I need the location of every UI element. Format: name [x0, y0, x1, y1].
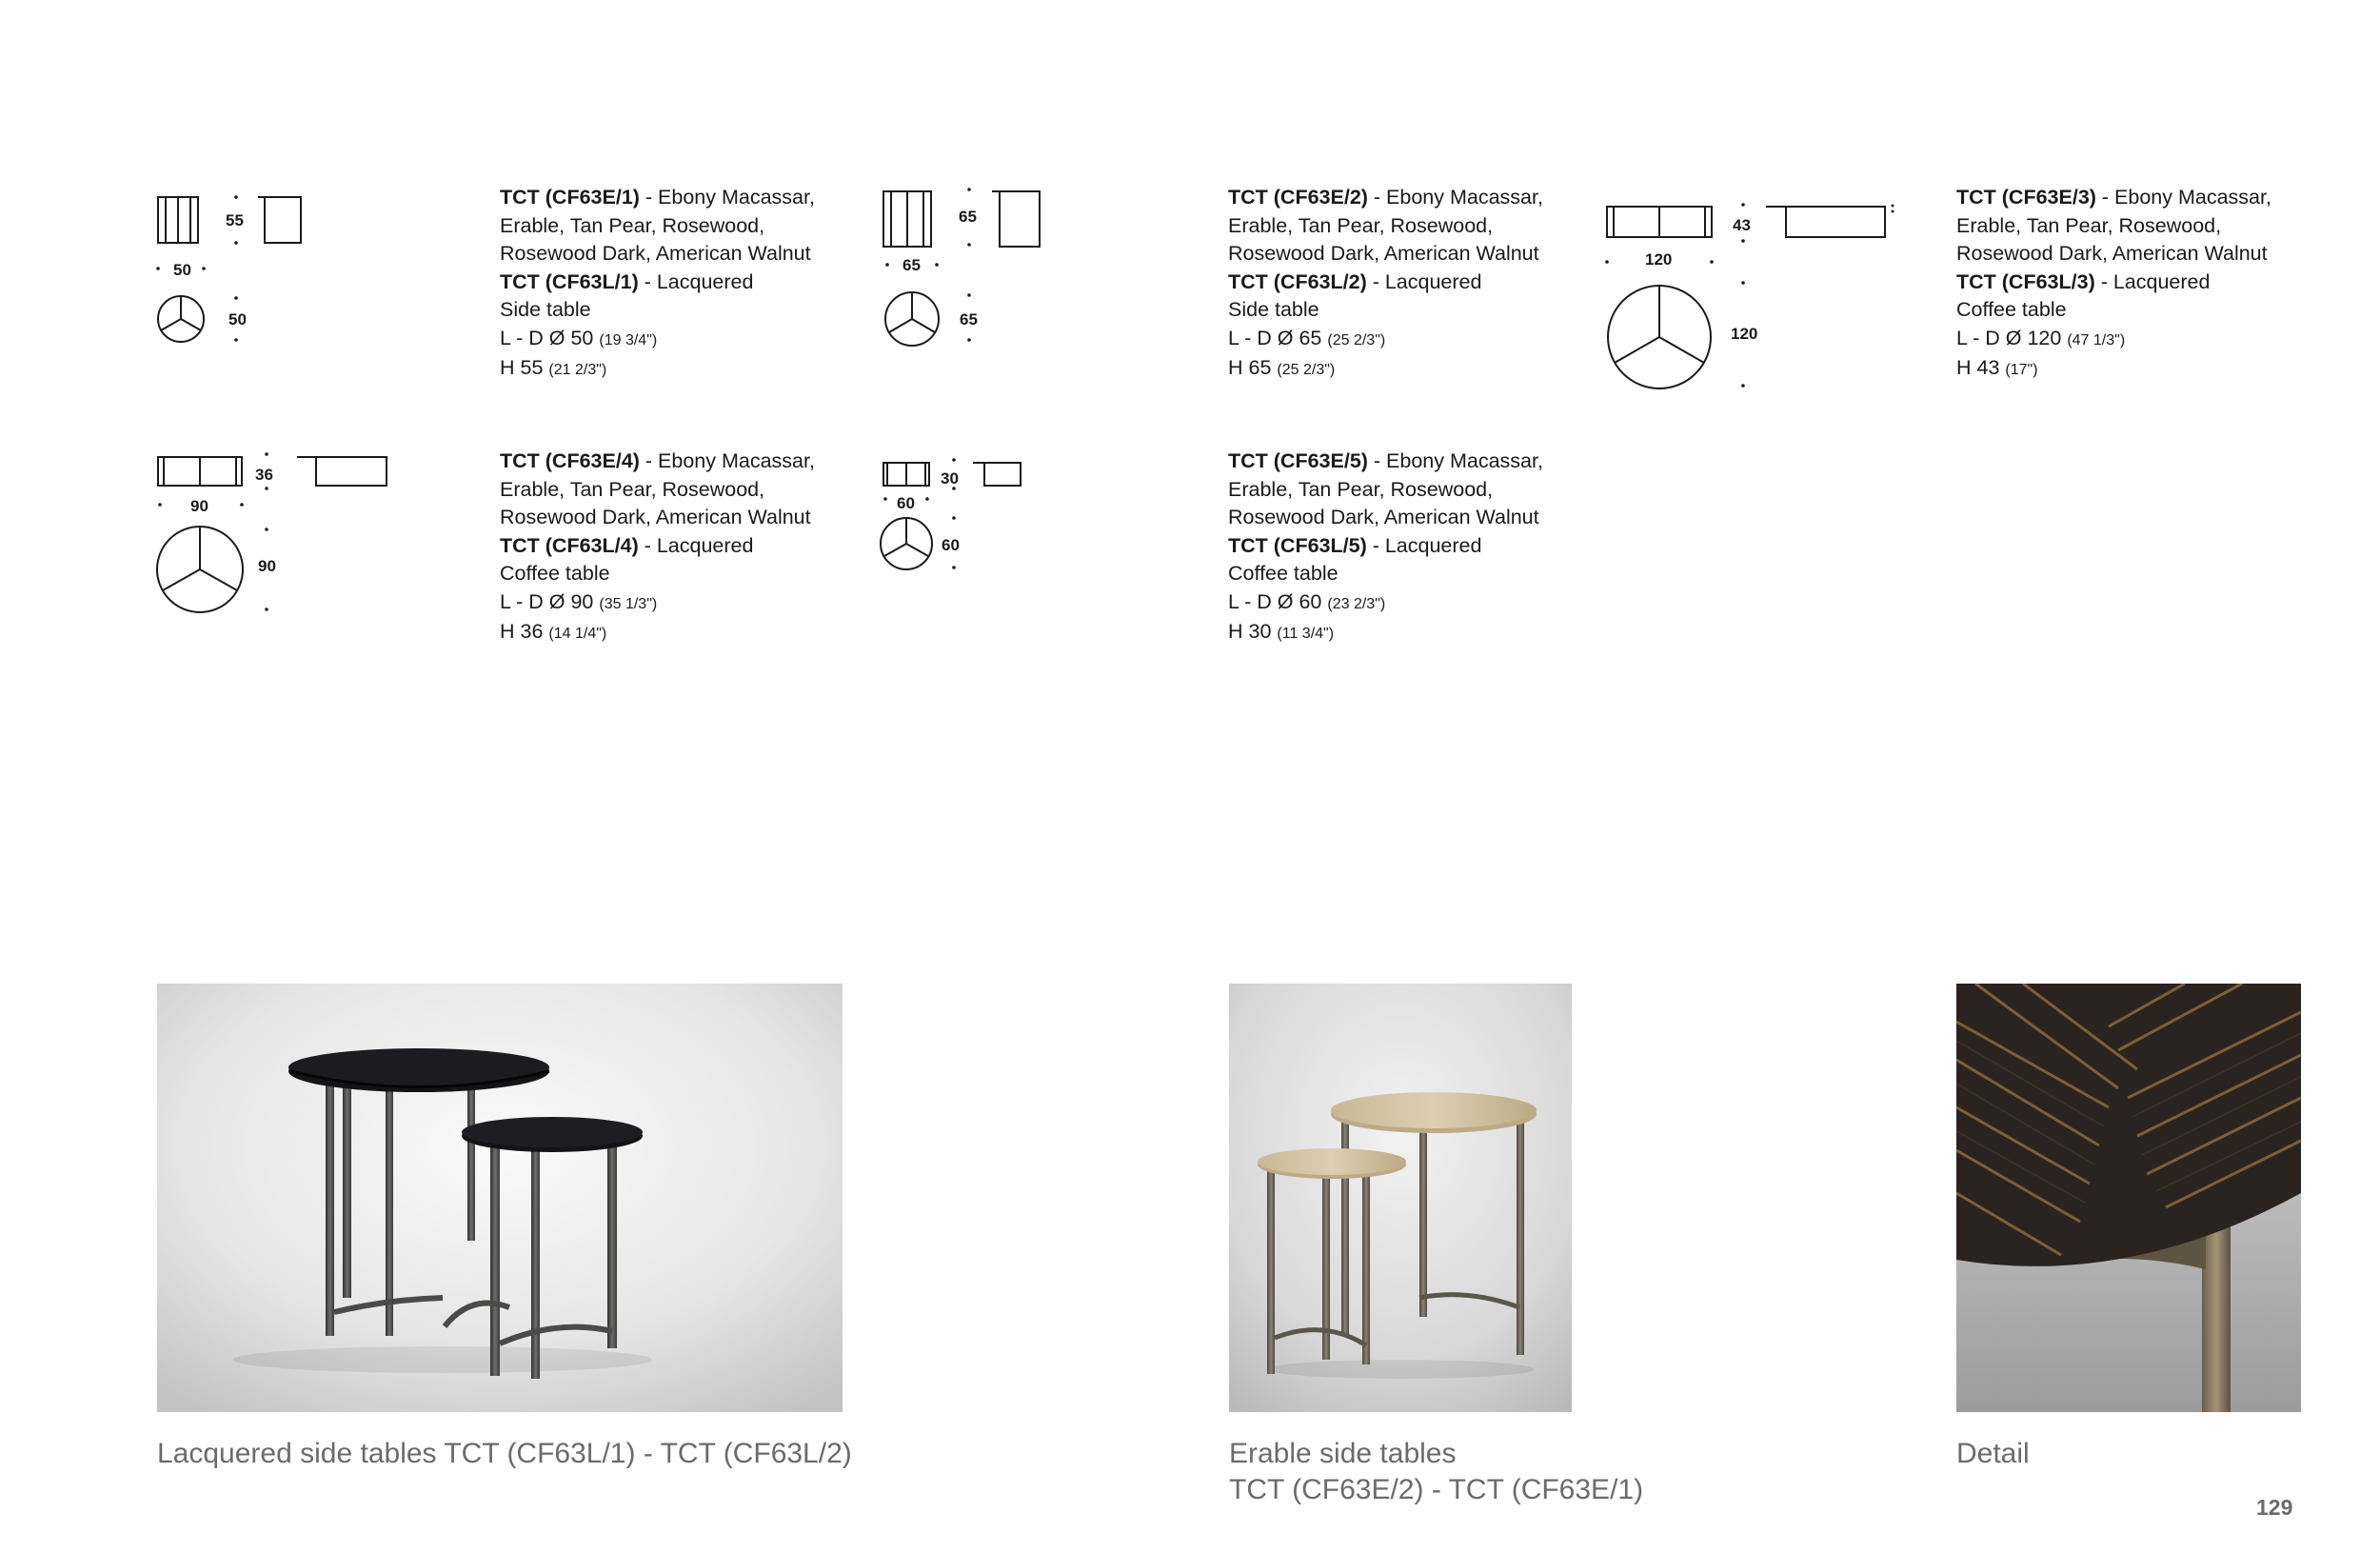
- diagram-tct-1: [152, 186, 324, 357]
- spec-code-lacquer: TCT (CF63L/2): [1228, 269, 1367, 293]
- diagram-width-label: 60: [897, 494, 915, 512]
- spec-finish: - Ebony Macassar,: [639, 449, 815, 472]
- spec-type: Side table: [500, 298, 591, 321]
- spec-finish: Erable, Tan Pear, Rosewood,: [500, 477, 765, 501]
- spec-tct-3: [1956, 184, 2318, 385]
- diagram-height-label: 36: [255, 466, 273, 484]
- diagram-height-label: 65: [959, 208, 977, 226]
- caption-detail: Detail: [1956, 1438, 2030, 1469]
- spec-diameter-inches: (35 1/3"): [599, 595, 658, 612]
- diagram-height-label: 43: [1733, 216, 1751, 234]
- spec-diameter-inches: (23 2/3"): [1327, 595, 1386, 612]
- spec-height-inches: (21 2/3"): [548, 362, 607, 378]
- spec-tct-2: [1228, 184, 1590, 385]
- diagram-tct-4: [152, 448, 400, 619]
- spec-code-wood: TCT (CF63E/4): [500, 449, 640, 472]
- spec-type: Coffee table: [1228, 562, 1339, 585]
- spec-type: Coffee table: [1956, 298, 2067, 321]
- diagram-diameter-label: 65: [960, 310, 978, 329]
- diagram-diameter-label: 60: [942, 536, 960, 554]
- photo-lacquered-side-tables: [157, 984, 843, 1412]
- spec-finish: Erable, Tan Pear, Rosewood,: [1956, 213, 2222, 237]
- spec-finish: Erable, Tan Pear, Rosewood,: [1228, 477, 1494, 501]
- diagram-tct-2: [878, 186, 1068, 357]
- spec-tct-5: [1228, 448, 1590, 648]
- spec-diameter: L - D Ø 60: [1228, 589, 1322, 613]
- caption-erable-line-1: Erable side tables: [1229, 1438, 1457, 1469]
- spec-height-inches: (17"): [2005, 362, 2038, 378]
- spec-code-wood: TCT (CF63E/2): [1228, 186, 1368, 209]
- diagram-width-label: 65: [902, 256, 921, 274]
- diagram-diameter-label: 90: [258, 557, 276, 575]
- spec-height: H 43: [1956, 356, 2000, 379]
- spec-code-lacquer: TCT (CF63L/4): [500, 533, 639, 557]
- spec-diameter: L - D Ø 65: [1228, 326, 1322, 349]
- diagram-height-label: 55: [226, 211, 244, 229]
- diagram-diameter-label: 120: [1731, 325, 1758, 343]
- spec-finish: - Lacquered: [2094, 269, 2211, 293]
- caption-erable-line-2: TCT (CF63E/2) - TCT (CF63E/1): [1229, 1474, 1644, 1505]
- spec-finish: Rosewood Dark, American Walnut: [500, 242, 811, 265]
- spec-tct-4: [500, 448, 862, 648]
- spec-code-wood: TCT (CF63E/1): [500, 186, 640, 209]
- spec-finish: Rosewood Dark, American Walnut: [1956, 242, 2268, 265]
- diagram-width-label: 120: [1645, 250, 1673, 269]
- spec-finish: - Lacquered: [1366, 269, 1482, 293]
- diagram-width-label: 50: [173, 261, 191, 279]
- spec-diameter: L - D Ø 90: [500, 589, 594, 613]
- spec-height-inches: (25 2/3"): [1277, 362, 1336, 378]
- spec-tct-1: [500, 184, 862, 385]
- photo-detail: [1956, 984, 2301, 1412]
- diagram-diameter-label: 50: [228, 310, 247, 329]
- spec-finish: Erable, Tan Pear, Rosewood,: [1228, 213, 1494, 237]
- spec-height-inches: (14 1/4"): [548, 626, 607, 642]
- spec-diameter-inches: (19 3/4"): [599, 331, 658, 348]
- spec-finish: - Lacquered: [1366, 533, 1482, 557]
- spec-finish: - Ebony Macassar,: [1367, 186, 1543, 209]
- spec-finish: - Lacquered: [638, 533, 754, 557]
- spec-diameter: L - D Ø 50: [500, 326, 594, 349]
- spec-code-wood: TCT (CF63E/3): [1956, 186, 2096, 209]
- spec-type: Coffee table: [500, 562, 610, 585]
- spec-diameter-inches: (47 1/3"): [2067, 331, 2126, 348]
- spec-finish: - Ebony Macassar,: [2095, 186, 2271, 209]
- diagram-tct-5: [878, 455, 1049, 579]
- spec-code-wood: TCT (CF63E/5): [1228, 449, 1368, 472]
- diagram-tct-3: [1599, 195, 1904, 405]
- spec-finish: - Ebony Macassar,: [1367, 449, 1543, 472]
- diagram-width-label: 90: [190, 497, 208, 515]
- spec-height: H 55: [500, 356, 544, 379]
- spec-finish: Erable, Tan Pear, Rosewood,: [500, 213, 765, 237]
- spec-height: H 65: [1228, 356, 1272, 379]
- spec-diameter-inches: (25 2/3"): [1327, 331, 1386, 348]
- spec-code-lacquer: TCT (CF63L/5): [1228, 533, 1367, 557]
- spec-code-lacquer: TCT (CF63L/3): [1956, 269, 2095, 293]
- spec-diameter: L - D Ø 120: [1956, 326, 2062, 349]
- spec-height: H 30: [1228, 620, 1272, 643]
- spec-finish: Rosewood Dark, American Walnut: [1228, 242, 1539, 265]
- page-number: 129: [2256, 1495, 2293, 1520]
- spec-finish: Rosewood Dark, American Walnut: [500, 506, 811, 528]
- spec-height: H 36: [500, 620, 544, 643]
- spec-type: Side table: [1228, 298, 1319, 321]
- spec-code-lacquer: TCT (CF63L/1): [500, 269, 639, 293]
- spec-finish: - Lacquered: [638, 269, 754, 293]
- diagram-height-label: 30: [941, 469, 959, 488]
- spec-height-inches: (11 3/4"): [1277, 626, 1335, 642]
- spec-finish: - Ebony Macassar,: [639, 186, 815, 209]
- caption-lacquered: Lacquered side tables TCT (CF63L/1) - TCT (CF63L/2): [157, 1438, 852, 1469]
- spec-finish: Rosewood Dark, American Walnut: [1228, 506, 1539, 528]
- photo-erable-side-tables: [1229, 984, 1572, 1412]
